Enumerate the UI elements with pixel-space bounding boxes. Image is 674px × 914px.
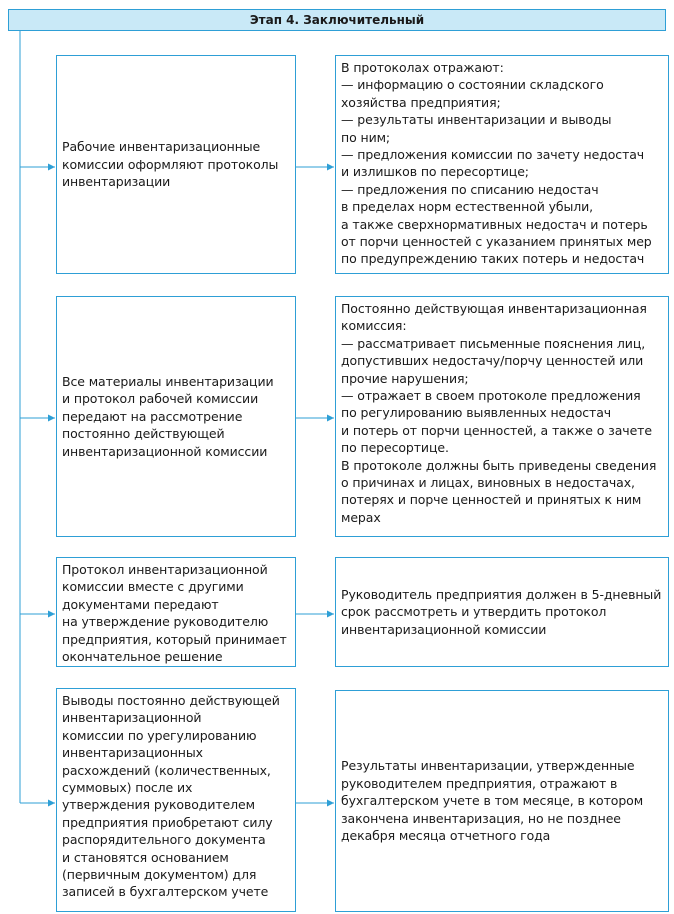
result-1-line-5: по ним; (341, 129, 391, 145)
result-4-box (335, 690, 669, 912)
step-2-line-3: передают на рассмотрение (62, 408, 243, 424)
result-4-line-2: руководителем предприятия, отражают в (341, 775, 618, 791)
step-3-box (56, 557, 296, 667)
step-2-box (56, 296, 296, 537)
result-2-line-11: о причинах и лицах, виновных в недостачах, (341, 475, 635, 491)
result-3-box (335, 557, 669, 667)
result-1-line-12: по предупреждению таких потерь и недостач (341, 251, 645, 267)
step-4-line-2: инвентаризационной (62, 710, 202, 726)
result-2-line-13: мерах (341, 509, 381, 525)
step-4-line-3: комиссии по урегулированию (62, 727, 257, 743)
result-1-line-6: — предложения комиссии по зачету недостач (341, 147, 645, 163)
result-4-line-4: закончена инвентаризация, но не позднее (341, 810, 621, 826)
step-4-line-11: (первичным документом) для (62, 867, 257, 883)
step-1-line-1: Рабочие инвентаризационные (62, 139, 261, 155)
step-1-line-3: инвентаризации (62, 174, 171, 190)
result-2-line-3: — рассматривает письменные пояснения лиц, (341, 335, 646, 351)
step-3-line-6: окончательное решение (62, 649, 223, 665)
result-2-line-1: Постоянно действующая инвентаризационная (341, 301, 647, 316)
step-4-line-7: утверждения руководителем (62, 797, 255, 813)
step-3-line-2: комиссии вместе с другими (62, 579, 244, 595)
result-1-line-9: в пределах норм естественной убыли, (341, 199, 594, 215)
result-1-line-11: от порчи ценностей с указанием принятых мер (341, 234, 652, 250)
step-4-line-5: расхождений (количественных, (62, 762, 271, 778)
result-2-line-9: по пересортице. (341, 440, 449, 456)
step-3-line-5: предприятия, который принимает (62, 631, 287, 647)
result-2-box (335, 296, 669, 537)
result-2-line-6: — отражает в своем протоколе предложения (341, 388, 641, 404)
result-2-line-12: потерях и порче ценностей и принятых к ним (341, 492, 642, 508)
result-3-line-3: инвентаризационной комиссии (341, 621, 547, 637)
step-4-line-8: предприятия приобретают силу (62, 814, 273, 830)
result-2-line-4: допустивших недостачу/порчу ценностей или (341, 353, 644, 369)
step-4-line-9: распорядительного документа (62, 832, 266, 848)
step-4-line-10: и становятся основанием (62, 849, 229, 865)
step-1-line-2: комиссии оформляют протоколы (62, 156, 279, 172)
result-1-line-4: — результаты инвентаризации и выводы (341, 112, 612, 128)
step-3-line-4: на утверждение руководителю (62, 614, 269, 630)
result-1-line-3: хозяйства предприятия; (341, 94, 501, 110)
result-3-line-2: срок рассмотреть и утвердить протокол (341, 604, 607, 620)
step-3-line-1: Протокол инвентаризационной (62, 562, 268, 577)
result-1-line-7: и излишков по пересортице; (341, 164, 529, 180)
result-1-line-2: — информацию о состоянии складского (341, 77, 604, 93)
result-2-line-5: прочие нарушения; (341, 370, 469, 386)
result-1-line-10: а также сверхнормативных недостач и потерь (341, 216, 648, 232)
step-2-line-4: постоянно действующей (62, 426, 225, 442)
stage-title: Этап 4. Заключительный (8, 9, 666, 31)
result-4-line-1: Результаты инвентаризации, утвержденные (341, 758, 635, 774)
result-4-line-5: декабря месяца отчетного года (341, 828, 551, 844)
result-1-line-1: В протоколах отражают: (341, 60, 504, 75)
step-3-line-3: документами передают (62, 596, 219, 612)
result-2-line-2: комиссия: (341, 318, 407, 334)
step-4-line-6: суммовых) после их (62, 780, 193, 796)
result-2-line-10: В протоколе должны быть приведены сведения (341, 457, 657, 473)
step-1-box (56, 55, 296, 274)
step-4-line-12: записей в бухгалтерском учете (62, 884, 269, 900)
step-4-line-1: Выводы постоянно действующей (62, 693, 280, 708)
result-2-line-8: и потерь от порчи ценностей, а также о зачете (341, 422, 652, 438)
step-2-line-1: Все материалы инвентаризации (62, 373, 274, 389)
step-4-line-4: инвентаризационных (62, 745, 203, 761)
result-4-line-3: бухгалтерском учете в том месяце, в котором (341, 793, 644, 809)
step-4-box (56, 688, 296, 912)
result-1-line-8: — предложения по списанию недостач (341, 181, 599, 197)
step-2-line-5: инвентаризационной комиссии (62, 443, 268, 459)
result-1-box (335, 55, 669, 274)
step-2-line-2: и протокол рабочей комиссии (62, 391, 259, 407)
result-2-line-7: по регулированию выявленных недостач (341, 405, 612, 421)
result-3-line-1: Руководитель предприятия должен в 5-дневный (341, 586, 662, 602)
